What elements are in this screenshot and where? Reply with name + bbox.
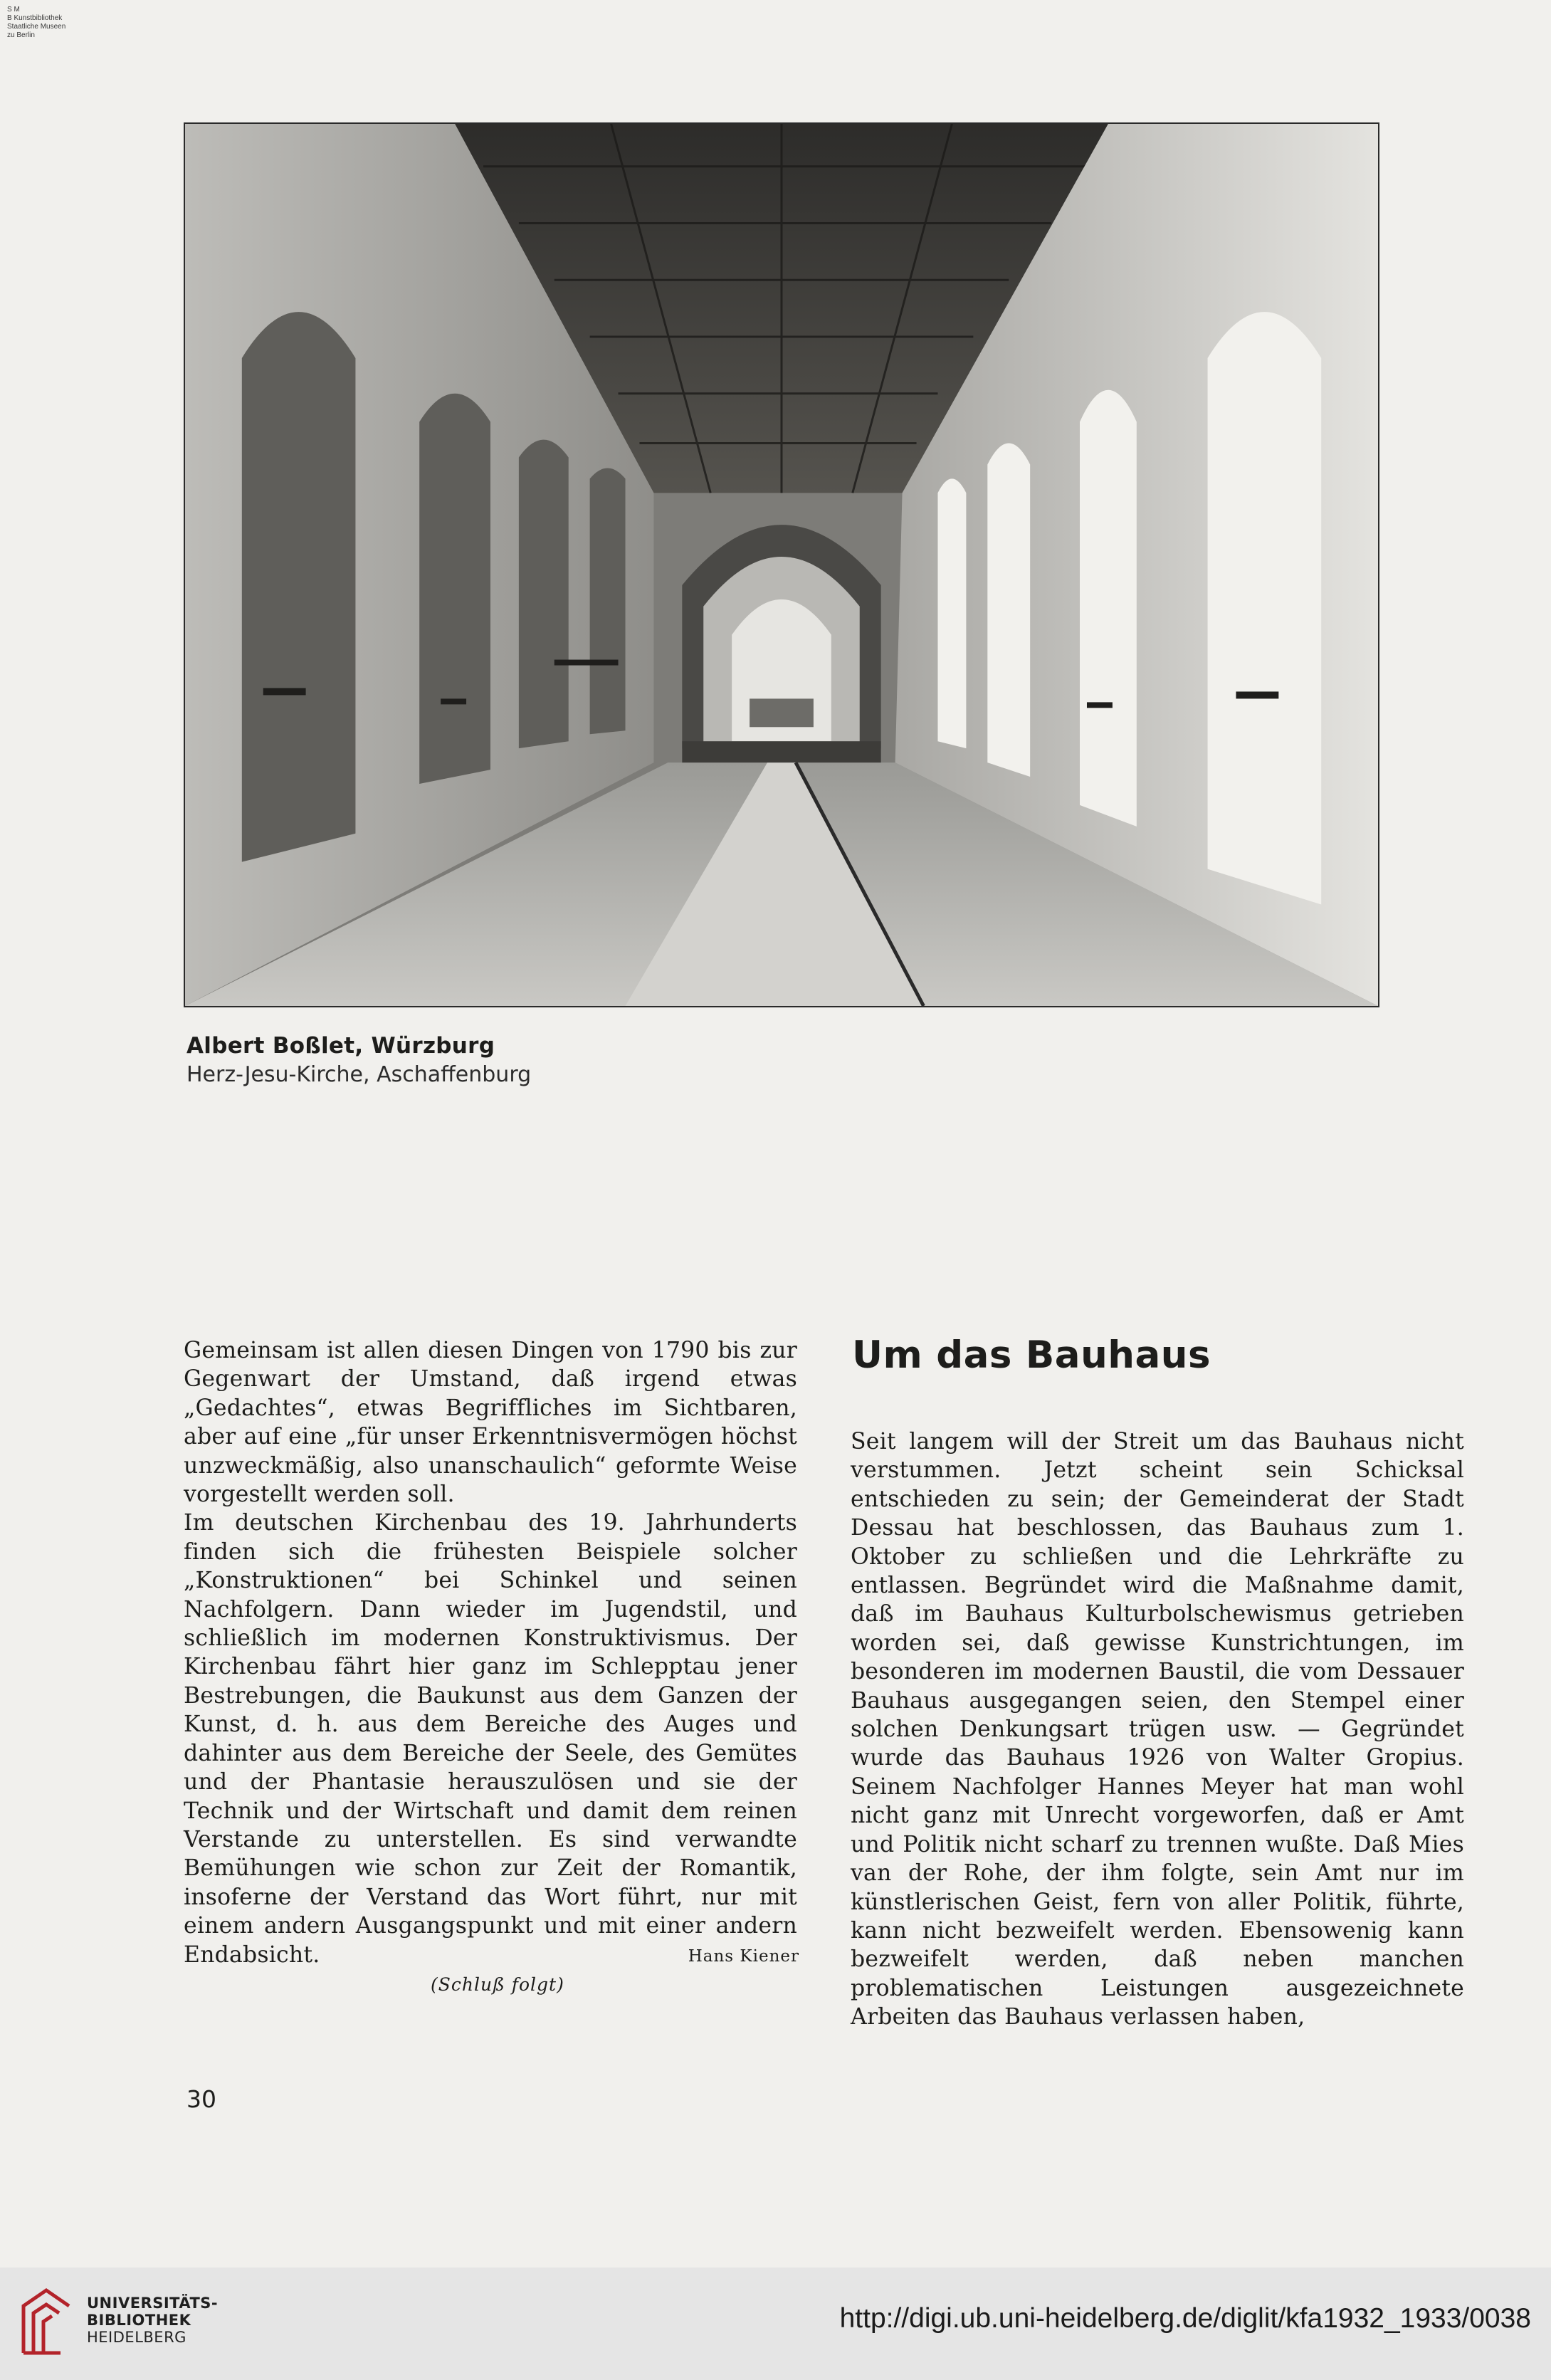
continuation-note: (Schluß folgt): [431, 1974, 564, 1995]
logo-line: HEIDELBERG: [87, 2329, 186, 2346]
article-heading: Um das Bauhaus: [852, 1333, 1211, 1377]
footer-bar: [0, 2268, 1551, 2380]
body-paragraph: Im deutschen Kirchenbau des 19. Jahrhunderts finden sich die frühesten Beispiele solcher „Konstruktionen“ bei Schinkel und seinen Nachfolgern. Dann wieder im Jugendstil, und schließlich im modernen Konstruktivismus. Der Kirchenbau fährt hier ganz im Schlepptau jener Bestrebungen, die Baukunst aus dem Ganzen der Kunst, d. h. aus dem Bereiche des Auges und dahinter aus dem Bereiche der Seele, des Gemütes und der Phantasie herauszulösen und sie der Technik und der Wirtschaft und damit dem reinen Verstande zu unterstellen. Es sind verwandte Bemühungen wie schon zur Zeit der Romantik, insoferne der Verstand das Wort führt, nur mit einem andern Ausgangspunkt und mit einer andern Endabsicht.: [184, 1510, 797, 1968]
stamp-line: Staatliche Museen: [7, 23, 66, 31]
caption-subtitle: Herz-Jesu-Kirche, Aschaffenburg: [186, 1062, 532, 1087]
caption-title: Albert Boßlet, Würzburg: [186, 1033, 495, 1059]
logo-line: UNIVERSITÄTS-: [87, 2295, 219, 2312]
library-stamp: [7, 6, 65, 40]
stamp-line: S M: [7, 6, 20, 14]
page-number: 30: [186, 2085, 216, 2113]
source-url-link[interactable]: http://digi.ub.uni-heidelberg.de/diglit/kfa1932_1933/0038: [839, 2303, 1531, 2334]
library-logo-icon: [18, 2285, 75, 2359]
body-paragraph: Seit langem will der Streit um das Bauhaus nicht verstummen. Jetzt scheint sein Schicksal entschieden zu sein; der Gemeinderat der Stadt Dessau hat beschlossen, das Bauhaus zum 1. Oktober zu schließen und die Lehrkräfte zu entlassen. Begründet wird die Maßnahme damit, daß im Bauhaus Kulturbolschewismus getrieben worden sei, daß gewisse Kunstrichtungen, im besonderen im modernen Baustil, die vom Dessauer Bauhaus ausgegangen seien, den Stempel einer solchen Denkungsart trügen usw. — Gegründet wurde das Bauhaus 1926 von Walter Gropius. Seinem Nachfolger Hannes Meyer hat man wohl nicht ganz mit Unrecht vorgeworfen, daß er Amt und Politik nicht scharf zu trennen wußte. Daß Mies van der Rohe, der ihm folgte, sein Amt nur im künstlerischen Geist, fern von aller Politik, führte, kann nicht bezweifelt werden. Ebensowenig kann bezweifelt werden, daß neben manchen problematischen Leistungen ausgezeichnete Arbeiten das Bauhaus verlassen haben,: [851, 1429, 1464, 2030]
logo-line: BIBLIOTHEK: [87, 2312, 191, 2329]
stamp-line: B Kunstbibliothek: [7, 14, 63, 22]
church-interior-photo: [184, 122, 1379, 1007]
article-author: Hans Kiener: [688, 1947, 799, 1966]
right-text-column: [851, 1427, 1464, 2032]
library-logo-text: [87, 2295, 218, 2346]
stamp-line: zu Berlin: [7, 31, 35, 39]
body-paragraph: Gemeinsam ist allen diesen Dingen von 1790 bis zur Gegenwart der Umstand, daß irgend etwas „Gedachtes“, etwas Begriffliches im Sichtbaren, aber auf eine „für unser Erkenntnisvermögen höchst unzweckmäßig, also unanschaulich“ geformte Weise vorgestellt werden soll.: [184, 1338, 797, 1508]
left-text-column: [184, 1336, 797, 1969]
